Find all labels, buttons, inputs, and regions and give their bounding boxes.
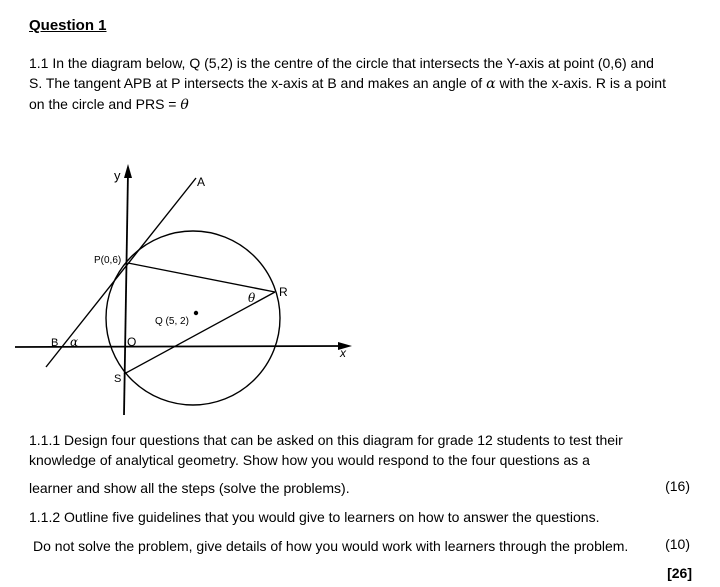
q111-marks: (16) (665, 478, 690, 494)
q111-line-1: 1.1.1 Design four questions that can be asked on this diagram for grade 12 students to test their (29, 432, 623, 448)
label-y: y (114, 168, 121, 183)
label-alpha: α (70, 335, 79, 349)
label-b: B (51, 337, 59, 349)
chord-pr (128, 263, 275, 292)
q112-marks: (10) (665, 536, 690, 552)
q111-line-3: learner and show all the steps (solve the problems). (29, 480, 350, 496)
circle (106, 231, 280, 405)
question-heading: Question 1 (29, 17, 107, 34)
alpha-symbol: α (486, 76, 496, 92)
y-axis-arrow (124, 164, 132, 178)
label-theta: θ (248, 291, 256, 305)
q112-line-1: 1.1.2 Outline five guidelines that you would give to learners on how to answer the questions. (29, 509, 600, 525)
centre-point (194, 311, 198, 315)
y-axis (124, 172, 128, 415)
label-o: O (127, 335, 137, 349)
theta-symbol: θ (180, 97, 189, 113)
q112-line-2: Do not solve the problem, give details of how you would work with learners through the problem. (33, 538, 629, 554)
label-s: S (114, 373, 122, 385)
x-axis (15, 346, 345, 347)
label-p: P(0,6) (94, 255, 122, 266)
label-r: R (279, 285, 288, 299)
label-x: x (340, 346, 346, 360)
intro-text-1: 1.1 In the diagram below, Q (5,2) is the centre of the circle that intersects the Y-axis at point (0,6) and S. The tangent APB at P intersects the x-axis at B and makes an angle of (29, 55, 654, 91)
intro-text-2: with the x-axis. R is a point on the circle and PRS = (29, 75, 666, 112)
label-q: Q (5, 2) (155, 316, 189, 327)
question-intro (29, 53, 669, 115)
q111-line-2: knowledge of analytical geometry. Show how you would respond to the four questions as a (29, 452, 590, 468)
label-a: A (197, 175, 206, 189)
geometry-diagram (0, 150, 370, 420)
total-marks: [26] (667, 565, 692, 581)
